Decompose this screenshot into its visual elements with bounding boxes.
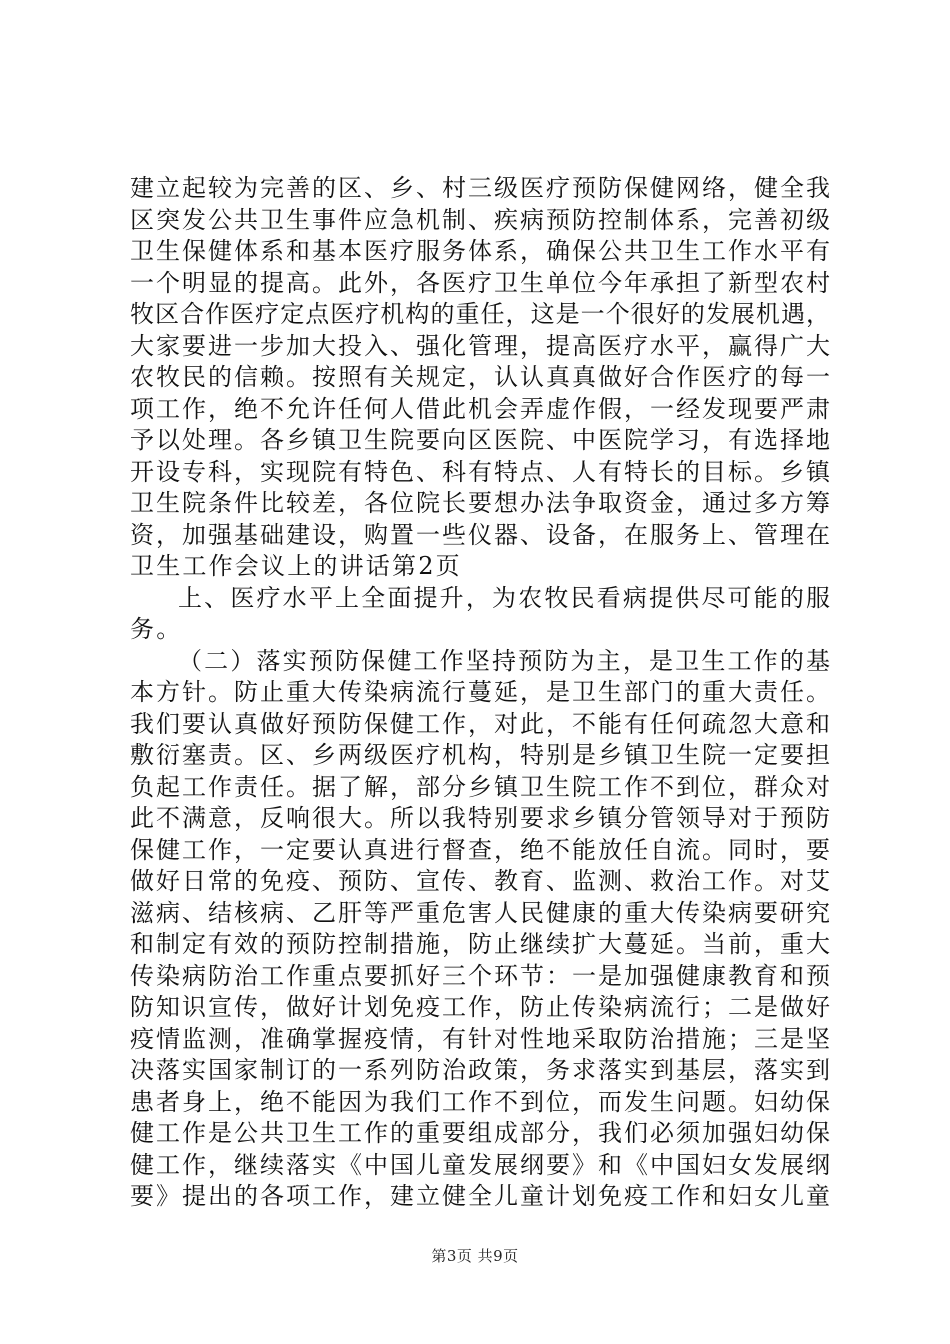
text-line: 决落实国家制订的一系列防治政策，务求落实到基层，落实到 <box>130 1056 830 1084</box>
text-line: 本方针。防止重大传染病流行蔓延，是卫生部门的重大责任。 <box>130 678 830 706</box>
text-line: 传染病防治工作重点要抓好三个环节：一是加强健康教育和预 <box>130 961 830 990</box>
text-line: 建立起较为完善的区、乡、村三级医疗预防保健网络，健全我 <box>130 174 830 202</box>
text-line: 务。 <box>130 615 183 643</box>
text-line: 保健工作，一定要认真进行督查，绝不能放任自流。同时，要 <box>130 835 830 864</box>
text-line: 项工作，绝不允许任何人借此机会弄虚作假，一经发现要严肃 <box>130 394 830 423</box>
text-line: 疫情监测，准确掌握疫情，有针对性地采取防治措施；三是坚 <box>130 1024 830 1053</box>
text-line: 负起工作责任。据了解，部分乡镇卫生院工作不到位，群众对 <box>130 772 830 801</box>
text-line: 卫生院条件比较差，各位院长要想办法争取资金，通过多方筹 <box>130 489 830 517</box>
text-line: 一个明显的提高。此外，各医疗卫生单位今年承担了新型农村 <box>130 268 830 297</box>
text-line: 资，加强基础建设，购置一些仪器、设备，在服务上、管理在 <box>130 520 830 549</box>
body-text <box>130 173 830 1213</box>
text-line: 健工作，继续落实《中国儿童发展纲要》和《中国妇女发展纲 <box>130 1150 830 1179</box>
text-line: 我们要认真做好预防保健工作，对此，不能有任何疏忽大意和 <box>130 709 830 738</box>
text-line: 予以处理。各乡镇卫生院要向区医院、中医院学习，有选择地 <box>130 426 830 454</box>
text-line: 滋病、结核病、乙肝等严重危害人民健康的重大传染病要研究 <box>130 898 830 927</box>
text-line-page-marker: 卫生工作会议上的讲话第2页 <box>130 552 462 580</box>
text-line: 牧区合作医疗定点医疗机构的重任，这是一个很好的发展机遇， <box>130 300 830 328</box>
text-line: 患者身上，绝不能因为我们工作不到位，而发生问题。妇幼保 <box>130 1087 830 1116</box>
text-line: 健工作是公共卫生工作的重要组成部分，我们必须加强妇幼保 <box>130 1119 830 1147</box>
text-line: 敷衍塞责。区、乡两级医疗机构，特别是乡镇卫生院一定要担 <box>130 741 830 769</box>
text-line: 防知识宣传，做好计划免疫工作，防止传染病流行；二是做好 <box>130 993 830 1021</box>
page-footer: 第3页 共9页 <box>431 1247 519 1265</box>
text-line: 做好日常的免疫、预防、宣传、教育、监测、救治工作。对艾 <box>130 867 830 895</box>
text-line: 卫生保健体系和基本医疗服务体系，确保公共卫生工作水平有 <box>130 237 830 265</box>
text-line: 要》提出的各项工作，建立健全儿童计划免疫工作和妇女儿童 <box>130 1182 830 1210</box>
text-line: （二）落实预防保健工作坚持预防为主，是卫生工作的基 <box>178 646 830 675</box>
text-line: 开设专科，实现院有特色、科有特点、人有特长的目标。乡镇 <box>130 457 830 486</box>
text-line: 上、医疗水平上全面提升，为农牧民看病提供尽可能的服 <box>178 583 830 612</box>
text-line: 大家要进一步加大投入、强化管理，提高医疗水平，赢得广大 <box>130 331 830 360</box>
text-line: 和制定有效的预防控制措施，防止继续扩大蔓延。当前，重大 <box>130 930 830 958</box>
text-line: 此不满意，反响很大。所以我特别要求乡镇分管领导对于预防 <box>130 804 830 832</box>
text-line: 农牧民的信赖。按照有关规定，认认真真做好合作医疗的每一 <box>130 363 830 391</box>
text-line: 区突发公共卫生事件应急机制、疾病预防控制体系，完善初级 <box>130 205 830 234</box>
